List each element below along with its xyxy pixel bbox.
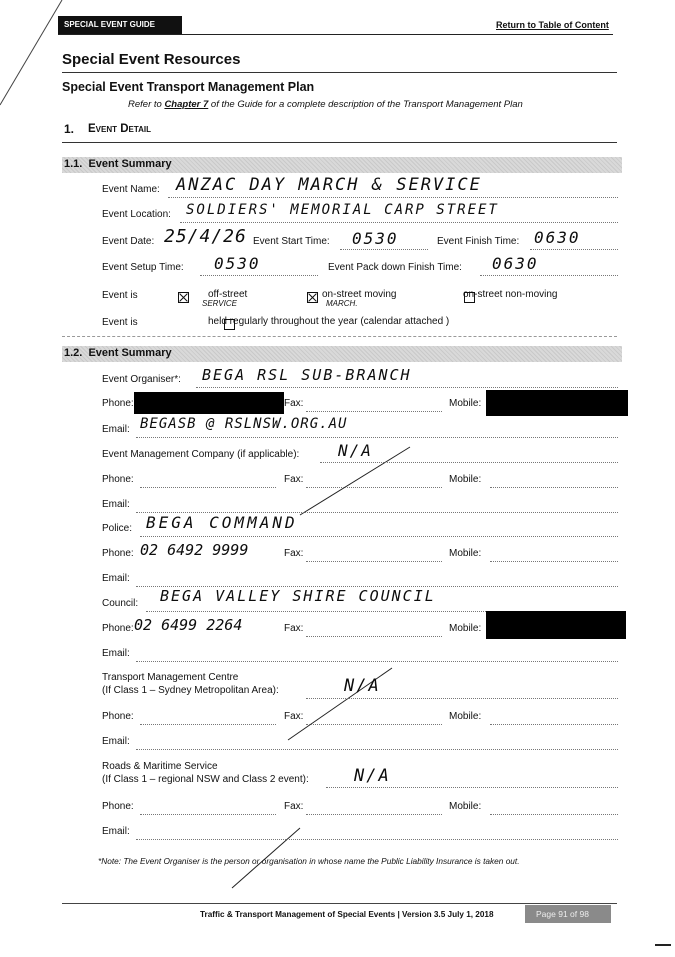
police-fax-line <box>306 561 442 562</box>
police-label: Police: <box>102 523 133 534</box>
event-date-value[interactable]: 25/4/26 <box>164 226 247 247</box>
event-location-value[interactable]: SOLDIERS' MEMORIAL CARP STREET <box>186 202 499 218</box>
start-time-line <box>340 249 428 250</box>
summary1-heading: 1.1. Event Summary <box>64 158 172 170</box>
emc-phone-label: Phone: <box>102 474 134 485</box>
organiser-note: *Note: The Event Organiser is the person or organisation in whose name the Public Liability Insurance is taken out. <box>98 856 520 866</box>
packdown-label: Event Pack down Finish Time: <box>328 262 462 273</box>
redaction-council-mobile <box>486 611 626 639</box>
tmc-fax-label: Fax: <box>284 711 304 722</box>
rms-mobile-line <box>490 814 618 815</box>
tmc-mobile-line <box>490 724 618 725</box>
page-title: Special Event Resources <box>62 51 241 68</box>
summary2-heading: 1.2. Event Summary <box>64 347 172 359</box>
edge-mark <box>655 944 671 946</box>
refer-suffix: of the Guide for a complete description of the Transport Management Plan <box>210 99 523 110</box>
offstreet-checkbox[interactable] <box>178 292 189 303</box>
council-label: Council: <box>102 598 139 609</box>
onstreet-moving-note: MARCH. <box>326 299 358 308</box>
organiser-phone-label: Phone: <box>102 398 134 409</box>
organiser-value[interactable]: BEGA RSL SUB-BRANCH <box>202 366 412 384</box>
header-rule <box>58 34 613 35</box>
packdown-line <box>480 275 618 276</box>
event-location-line <box>180 222 618 223</box>
rms-email-line <box>136 839 618 840</box>
council-value[interactable]: BEGA VALLEY SHIRE COUNCIL <box>160 587 436 605</box>
tmc-mobile-label: Mobile: <box>449 711 482 722</box>
rms-fax-line <box>306 814 442 815</box>
packdown-value[interactable]: 0630 <box>492 254 539 273</box>
rms-fax-label: Fax: <box>284 801 304 812</box>
council-fax-label: Fax: <box>284 623 304 634</box>
event-is-label-2: Event is <box>102 317 138 328</box>
organiser-mobile-label: Mobile: <box>449 398 482 409</box>
police-line <box>140 536 618 537</box>
finish-time-line <box>530 249 618 250</box>
council-email-label: Email: <box>102 648 130 659</box>
rms-phone-label: Phone: <box>102 801 134 812</box>
organiser-label: Event Organiser*: <box>102 374 181 385</box>
tmc-phone-line <box>140 724 276 725</box>
rms-label-line2: (If Class 1 – regional NSW and Class 2 event): <box>102 774 309 785</box>
tmc-value[interactable]: N/A <box>344 676 381 696</box>
emc-mobile-line <box>490 487 618 488</box>
organiser-email-line <box>136 437 618 438</box>
organiser-fax-line <box>306 411 442 412</box>
redaction-organiser-mobile <box>486 390 628 416</box>
section-rule <box>62 142 617 143</box>
section-divider <box>62 336 617 337</box>
tmc-fax-line <box>306 724 442 725</box>
council-mobile-label: Mobile: <box>449 623 482 634</box>
return-to-toc-link[interactable]: Return to Table of Content <box>496 20 609 30</box>
event-date-label: Event Date: <box>102 236 155 247</box>
organiser-email-value[interactable]: BEGASB @ RSLNSW.ORG.AU <box>140 416 348 432</box>
tmc-line <box>306 698 618 699</box>
police-mobile-label: Mobile: <box>449 548 482 559</box>
emc-phone-line <box>140 487 276 488</box>
event-name-line <box>168 197 618 198</box>
police-mobile-line <box>490 561 618 562</box>
council-phone-label: Phone: <box>102 623 134 634</box>
council-phone-value[interactable]: 02 6499 2264 <box>134 616 243 634</box>
police-phone-label: Phone: <box>102 548 134 559</box>
tmc-phone-label: Phone: <box>102 711 134 722</box>
finish-time-label: Event Finish Time: <box>437 236 520 247</box>
start-time-value[interactable]: 0530 <box>352 229 399 248</box>
tmc-email-line <box>136 749 618 750</box>
refer-prefix: Refer to <box>128 99 162 110</box>
event-name-label: Event Name: <box>102 184 160 195</box>
setup-time-value[interactable]: 0530 <box>214 254 261 273</box>
emc-label: Event Management Company (if applicable): <box>102 449 300 460</box>
rms-value[interactable]: N/A <box>354 766 391 786</box>
emc-value[interactable]: N/A <box>338 441 373 460</box>
redaction-organiser-phone <box>134 392 284 414</box>
onstreet-moving-checkbox[interactable] <box>307 292 318 303</box>
police-phone-value[interactable]: 02 6492 9999 <box>140 541 249 559</box>
plan-title: Special Event Transport Management Plan <box>62 80 315 94</box>
guide-tab-label: SPECIAL EVENT GUIDE <box>64 20 155 29</box>
section-number: 1. <box>64 122 75 136</box>
rms-line <box>326 787 618 788</box>
event-is-label: Event is <box>102 290 138 301</box>
page-number: Page 91 of 98 <box>536 909 589 919</box>
footer-rule <box>62 903 617 904</box>
offstreet-label: off-street <box>208 289 248 300</box>
section-title: Event Detail <box>88 123 152 135</box>
event-location-label: Event Location: <box>102 209 171 220</box>
rms-label-line1: Roads & Maritime Service <box>102 761 218 772</box>
emc-line <box>320 462 618 463</box>
emc-email-label: Email: <box>102 499 130 510</box>
footer-text: Traffic & Transport Management of Special Events | Version 3.5 July 1, 2018 <box>200 910 494 919</box>
organiser-line <box>196 387 618 388</box>
rms-mobile-label: Mobile: <box>449 801 482 812</box>
setup-time-label: Event Setup Time: <box>102 262 184 273</box>
start-time-label: Event Start Time: <box>253 236 330 247</box>
council-email-line <box>136 661 618 662</box>
onstreet-moving-label: on-street moving <box>322 289 397 300</box>
emc-fax-label: Fax: <box>284 474 304 485</box>
council-fax-line <box>306 636 442 637</box>
title-rule <box>62 72 617 73</box>
refer-text <box>128 99 523 110</box>
finish-time-value[interactable]: 0630 <box>534 228 581 247</box>
onstreet-nonmoving-label: on-street non-moving <box>463 289 558 300</box>
regular-label: held regularly throughout the year (calendar attached ) <box>208 316 450 327</box>
emc-mobile-label: Mobile: <box>449 474 482 485</box>
police-fax-label: Fax: <box>284 548 304 559</box>
event-name-value[interactable]: ANZAC DAY MARCH & SERVICE <box>176 175 482 195</box>
police-value[interactable]: BEGA COMMAND <box>146 513 298 532</box>
organiser-email-label: Email: <box>102 424 130 435</box>
tmc-label-line1: Transport Management Centre <box>102 672 239 683</box>
police-email-label: Email: <box>102 573 130 584</box>
tmc-label-line2: (If Class 1 – Sydney Metropolitan Area): <box>102 685 279 696</box>
tmc-email-label: Email: <box>102 736 130 747</box>
chapter-7-link[interactable]: Chapter 7 <box>164 99 209 110</box>
offstreet-note: SERVICE <box>202 299 237 308</box>
organiser-fax-label: Fax: <box>284 398 304 409</box>
setup-time-line <box>200 275 318 276</box>
rms-phone-line <box>140 814 276 815</box>
rms-email-label: Email: <box>102 826 130 837</box>
emc-fax-line <box>306 487 442 488</box>
